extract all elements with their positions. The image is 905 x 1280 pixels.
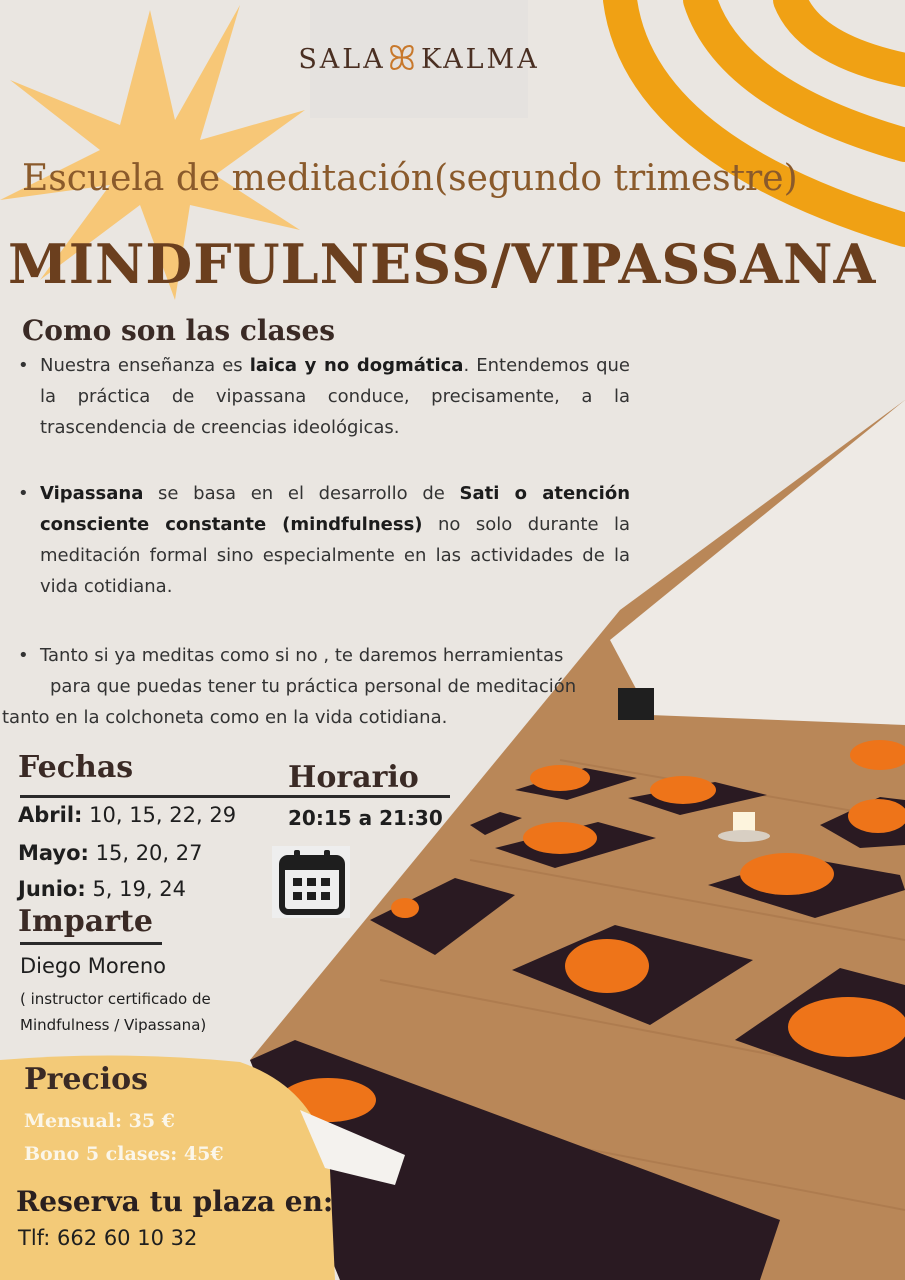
date-row-abril [18, 803, 236, 827]
bullet-3-line-1: Tanto si ya meditas como si no , te daremos herramientas [40, 645, 564, 666]
month-label: Mayo: [18, 841, 89, 865]
bullet-2-bold-2: Sati o atención consciente constante (mindfulness) [40, 483, 631, 535]
bullet-2 [18, 478, 631, 602]
imparte-divider [20, 942, 162, 945]
bullet-3-line-3: tanto en la colchoneta como en la vida cotidiana. [2, 707, 448, 728]
instructor-desc-line-1: ( instructor certificado de [20, 990, 211, 1008]
reserva-heading: Reserva tu plaza en: [16, 1185, 334, 1218]
horario-time: 20:15 a 21:30 [288, 806, 443, 830]
days-value: 15, 20, 27 [95, 841, 203, 865]
page-title: MINDFULNESS/VIPASSANA [8, 232, 877, 296]
imparte-heading: Imparte [18, 904, 153, 939]
instructor-name: Diego Moreno [20, 954, 166, 978]
fechas-divider [20, 795, 450, 798]
precios-heading: Precios [24, 1062, 149, 1097]
lotus-logo-icon: ꕤ [387, 39, 420, 79]
days-value: 5, 19, 24 [92, 877, 186, 901]
phone-number: Tlf: 662 60 10 32 [18, 1226, 198, 1250]
month-label: Abril: [18, 803, 83, 827]
bullet-3-line-2: para que puedas tener tu práctica personal de meditación [50, 676, 577, 697]
logo-left-text: SALA [298, 43, 386, 75]
bullet-dot: • [18, 355, 29, 376]
logo [298, 0, 540, 118]
subtitle: Escuela de meditación(segundo trimestre) [22, 158, 798, 199]
bullet-2-rest: no solo durante la meditación formal sino especialmente en las actividades de la vida cotidiana. [40, 514, 630, 597]
bullet-dot: • [18, 645, 29, 666]
date-row-junio [18, 877, 186, 901]
instructor-desc-line-2: Mindfulness / Vipassana) [20, 1016, 207, 1034]
month-label: Junio: [18, 877, 86, 901]
days-value: 10, 15, 22, 29 [89, 803, 237, 827]
bullet-1-rest: . Entendemos que la práctica de vipassana conduce, precisamente, a la trascendencia de creencias ideológicas. [40, 355, 630, 438]
bullet-3 [0, 640, 640, 733]
bullet-dot: • [18, 483, 29, 504]
bullet-2-bold-1: Vipassana [40, 483, 144, 504]
bullet-1-bold: laica y no dogmática [249, 355, 464, 376]
bullet-1-text: Nuestra enseñanza es [40, 355, 250, 376]
price-mensual: Mensual: 35 € [24, 1110, 175, 1132]
fechas-heading: Fechas [18, 750, 134, 785]
horario-heading: Horario [288, 760, 419, 795]
bullet-1 [18, 350, 630, 443]
price-bono: Bono 5 clases: 45€ [24, 1143, 224, 1165]
clases-heading: Como son las clases [22, 314, 336, 347]
instructor-desc [20, 986, 211, 1038]
calendar-icon [272, 846, 350, 918]
date-row-mayo [18, 841, 203, 865]
logo-right-text: KALMA [421, 43, 540, 75]
bullet-2-text: se basa en el desarrollo de [143, 483, 460, 504]
